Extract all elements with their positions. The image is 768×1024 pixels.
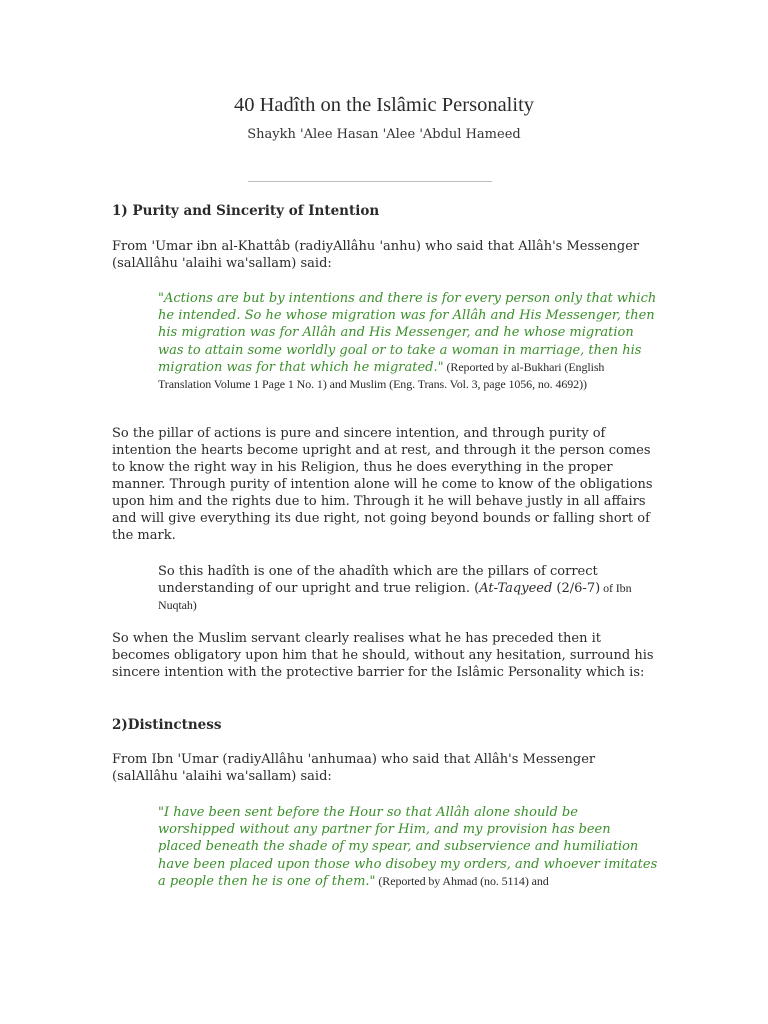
document-author: Shaykh 'Alee Hasan 'Alee 'Abdul Hameed bbox=[247, 127, 521, 142]
title-divider bbox=[248, 181, 492, 182]
hadith-quote-2-text: "I have been sent before the Hour so that Allâh alone should be worshipped without any partner for Him, and my provision has been placed beneath the shade of my spear, and subservience and humiliation have been placed upon those who disobey my orders, and whoever imitates a people then he is one of them." bbox=[158, 805, 658, 889]
section-heading-intention: 1) Purity and Sincerity of Intention bbox=[112, 203, 380, 219]
section1-note-end: of Ibn Nuqtah) bbox=[158, 581, 632, 613]
section1-intro: From 'Umar ibn al-Khattâb (radiyAllâhu 'anhu) who said that Allâh's Messenger (salAllâhu 'alaihi wa'sallam) said: bbox=[112, 239, 640, 271]
section1-paragraph-1: So the pillar of actions is pure and sincere intention, and through purity of intention the hearts become upright and at rest, and through it the person comes to know the right way in his Religion, thus he does everything in the proper manner. Through purity of intention alone will he come to know of the obligations upon him and the rights due to him. Through it he will behave justly in all affairs and will give everything its due right, not going beyond bounds or falling short of the mark. bbox=[112, 426, 653, 543]
section1-note-source: At-Taqyeed bbox=[479, 581, 553, 597]
hadith-quote-1 bbox=[158, 290, 658, 393]
section-heading-distinctness: 2)Distinctness bbox=[112, 717, 222, 733]
section1-note bbox=[158, 563, 658, 615]
hadith-quote-2-reference: (Reported by Ahmad (no. 5114) and bbox=[375, 873, 549, 888]
section1-paragraph-2: So when the Muslim servant clearly realises what he has preceded then it becomes obligatory upon him that he should, without any hesitation, surround his sincere intention with the protective barrier for the Islâmic Personality which is: bbox=[112, 631, 654, 680]
hadith-quote-2 bbox=[158, 804, 658, 890]
hadith-quote-1-text: "Actions are but by intentions and there is for every person only that which he intended. So he whose migration was for Allâh and His Messenger, then his migration was for Allâh and His Messenger, and he whose migration was to attain some worldly goal or to take a woman in marriage, then his migration was for that which he migrated." bbox=[158, 291, 657, 375]
document-title: 40 Hadîth on the Islâmic Personality bbox=[233, 94, 535, 116]
section1-note-text: So this hadîth is one of the ahadîth which are the pillars of correct understanding of our upright and true religion. ( bbox=[158, 564, 598, 597]
section2-intro: From Ibn 'Umar (radiyAllâhu 'anhumaa) who said that Allâh's Messenger (salAllâhu 'alaihi wa'sallam) said: bbox=[112, 752, 596, 784]
section1-note-pages: (2/6-7) bbox=[552, 581, 601, 597]
hadith-quote-1-reference: (Reported by al-Bukhari (English Translation Volume 1 Page 1 No. 1) and Muslim (Eng. Trans. Vol. 3, page 1056, no. 4692)) bbox=[158, 359, 605, 392]
